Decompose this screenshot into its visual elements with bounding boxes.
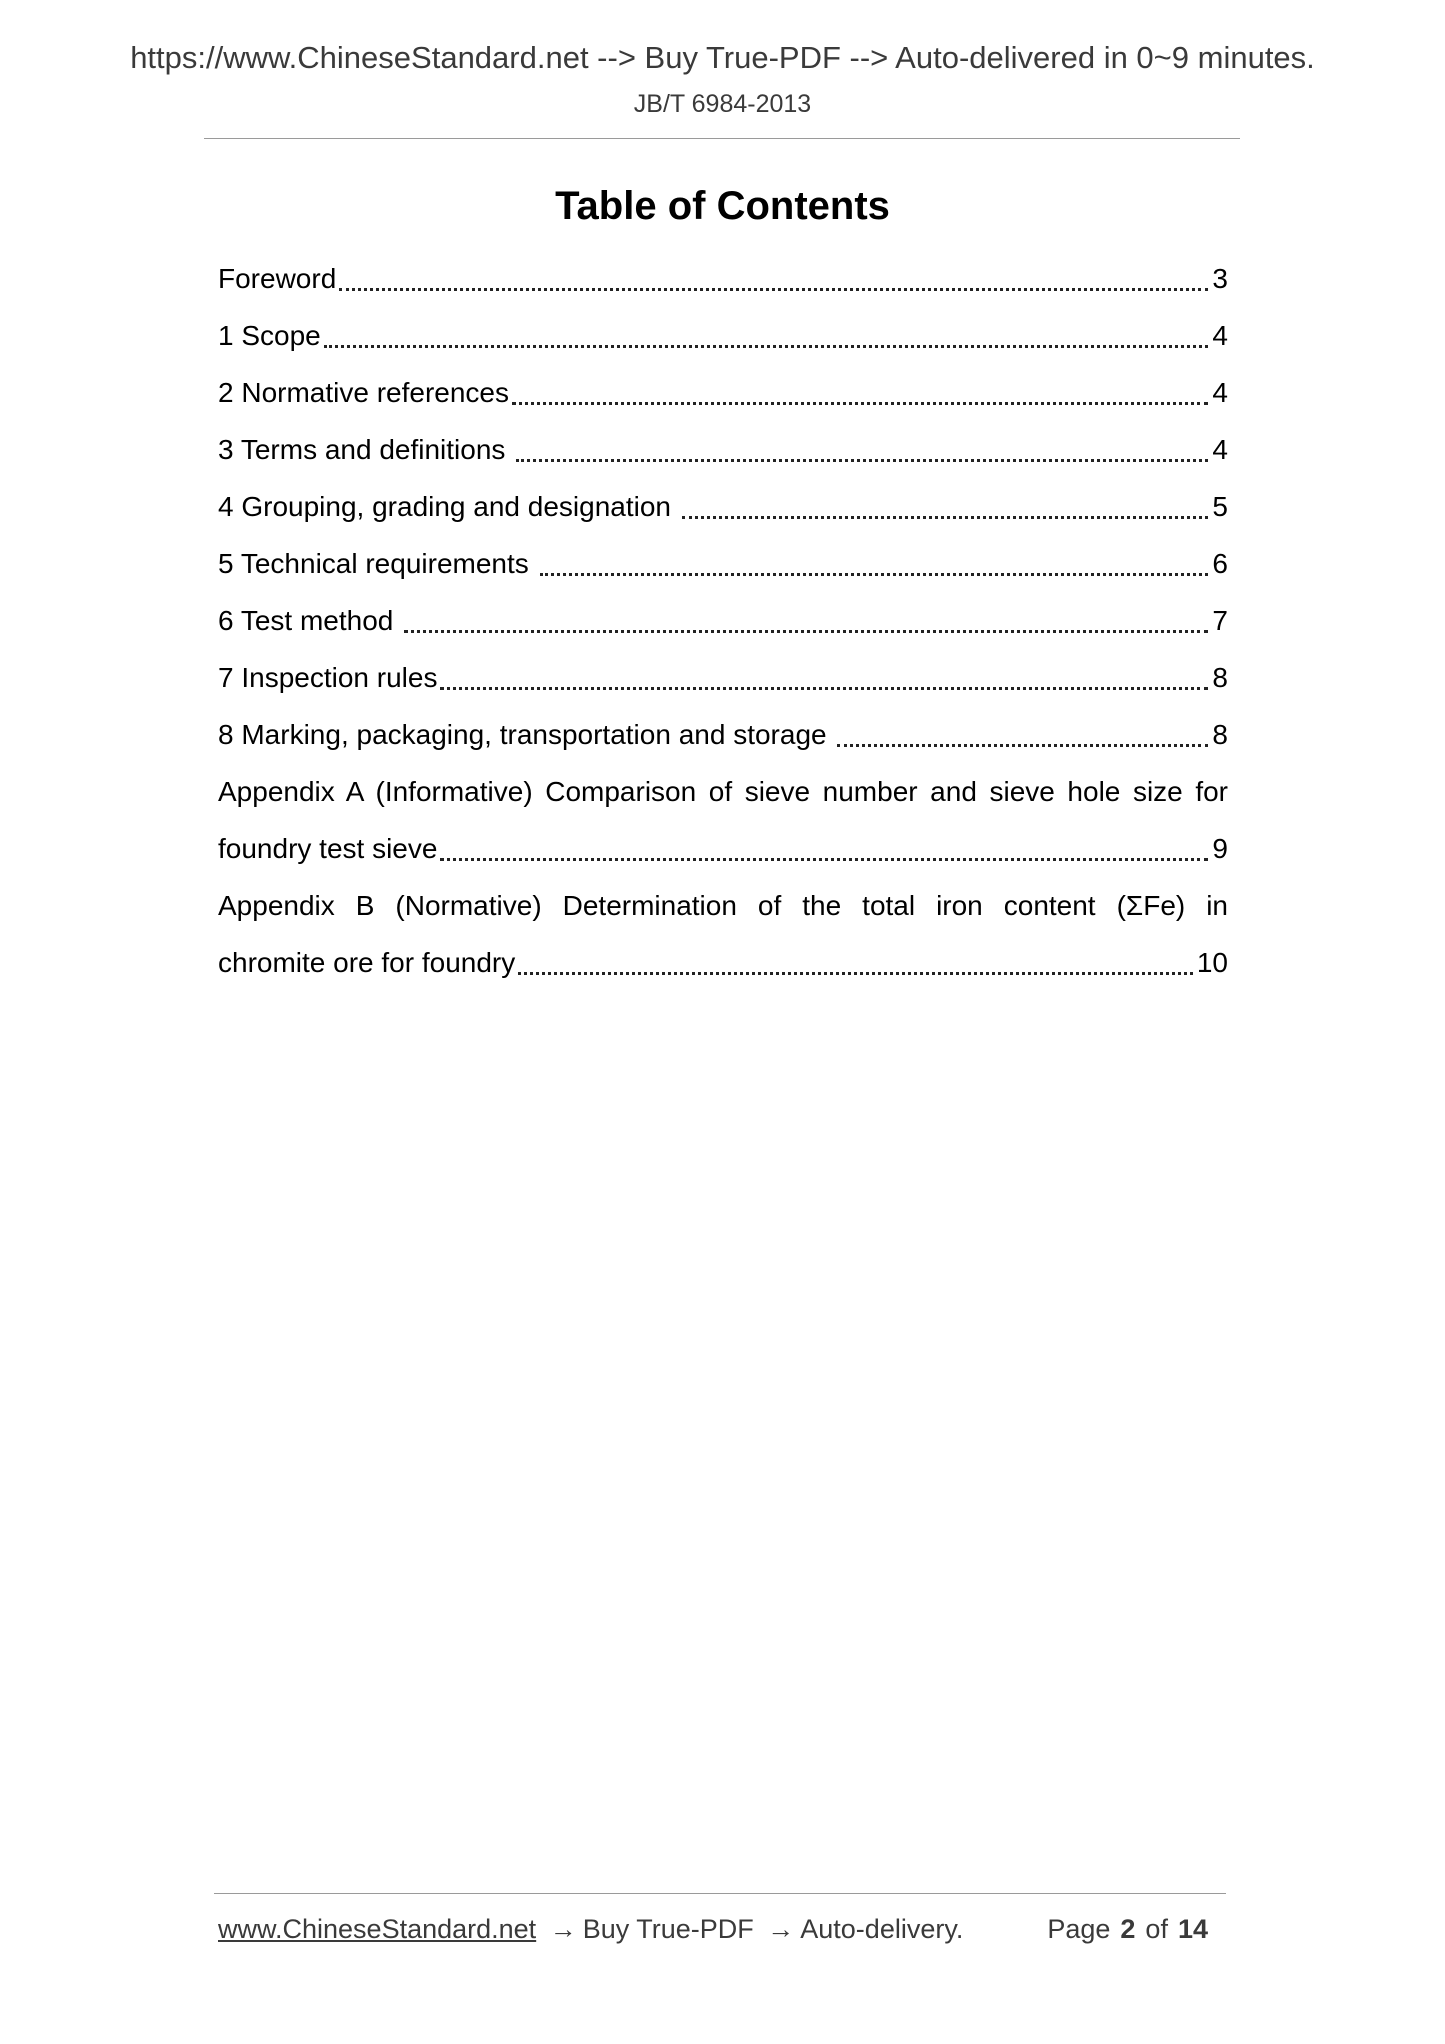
toc-entry-label: foundry test sieve <box>218 833 438 864</box>
dot-leader <box>339 288 1208 291</box>
page-title: Table of Contents <box>555 184 890 228</box>
toc-entry-inspection-rules[interactable] <box>218 649 1228 706</box>
header-divider <box>204 138 1240 139</box>
total-pages: 14 <box>1177 1914 1208 1944</box>
toc-entry-page: 5 <box>1212 491 1228 522</box>
toc-entry-label: Appendix A (Informative) Comparison of sieve number and sieve hole size for <box>218 776 1228 807</box>
toc-entry-label: 3 Terms and definitions <box>218 434 514 465</box>
of-word: of <box>1145 1914 1168 1944</box>
toc-entry-appendix-a[interactable] <box>218 820 1228 877</box>
page-indicator <box>1047 1914 1218 1945</box>
toc-entry-technical-requirements[interactable] <box>218 535 1228 592</box>
table-of-contents <box>218 250 1228 991</box>
toc-entry-appendix-b-title[interactable] <box>218 877 1228 934</box>
document-code: JB/T 6984-2013 <box>633 90 812 118</box>
toc-entry-page: 3 <box>1212 263 1228 294</box>
toc-entry-page: 10 <box>1196 947 1228 978</box>
dot-leader <box>682 516 1209 519</box>
page-footer <box>218 1914 1218 1945</box>
toc-entry-label: 1 Scope <box>218 320 321 351</box>
toc-entry-page: 8 <box>1212 662 1228 693</box>
toc-entry-terms-and-definitions[interactable] <box>218 421 1228 478</box>
footer-divider <box>214 1893 1226 1894</box>
dot-leader <box>516 459 1208 462</box>
dot-leader <box>440 687 1208 690</box>
toc-entry-page: 4 <box>1212 434 1228 465</box>
dot-leader <box>540 573 1209 576</box>
toc-entry-appendix-b[interactable] <box>218 934 1228 991</box>
auto-delivery-text: Auto-delivery. <box>800 1914 964 1944</box>
toc-entry-page: 8 <box>1212 719 1228 750</box>
toc-entry-label: 5 Technical requirements <box>218 548 537 579</box>
dot-leader <box>440 858 1208 861</box>
toc-entry-label: Foreword <box>218 263 337 294</box>
toc-entry-page: 9 <box>1212 833 1228 864</box>
site-link[interactable]: www.ChineseStandard.net <box>218 1914 537 1944</box>
toc-entry-test-method[interactable] <box>218 592 1228 649</box>
dot-leader <box>324 345 1209 348</box>
toc-entry-foreword[interactable] <box>218 250 1228 307</box>
toc-entry-page: 4 <box>1212 320 1228 351</box>
buy-true-pdf-text: Buy True-PDF <box>582 1914 754 1944</box>
top-banner: https://www.ChineseStandard.net --> Buy True-PDF --> Auto-delivered in 0~9 minutes. <box>130 40 1315 75</box>
page-word: Page <box>1047 1914 1111 1944</box>
dot-leader <box>404 630 1208 633</box>
toc-entry-normative-references[interactable] <box>218 364 1228 421</box>
toc-entry-label: 7 Inspection rules <box>218 662 438 693</box>
toc-entry-marking-packaging[interactable] <box>218 706 1228 763</box>
toc-entry-page: 7 <box>1212 605 1228 636</box>
current-page: 2 <box>1120 1914 1136 1944</box>
toc-entry-label: 6 Test method <box>218 605 402 636</box>
toc-entry-appendix-a-title[interactable] <box>218 763 1228 820</box>
toc-entry-label: 4 Grouping, grading and designation <box>218 491 679 522</box>
toc-entry-page: 6 <box>1212 548 1228 579</box>
dot-leader <box>518 972 1193 975</box>
arrow-right-icon: → <box>549 1914 577 1944</box>
toc-entry-grouping-grading[interactable] <box>218 478 1228 535</box>
toc-entry-scope[interactable] <box>218 307 1228 364</box>
toc-entry-label: chromite ore for foundry <box>218 947 516 978</box>
toc-entry-page: 4 <box>1212 377 1228 408</box>
toc-entry-label: 2 Normative references <box>218 377 510 408</box>
toc-entry-label: 8 Marking, packaging, transportation and storage <box>218 719 835 750</box>
dot-leader <box>512 402 1208 405</box>
arrow-right-icon: → <box>767 1914 795 1944</box>
dot-leader <box>837 744 1208 747</box>
toc-entry-label: Appendix B (Normative) Determination of the total iron content (ΣFe) in <box>218 890 1228 921</box>
